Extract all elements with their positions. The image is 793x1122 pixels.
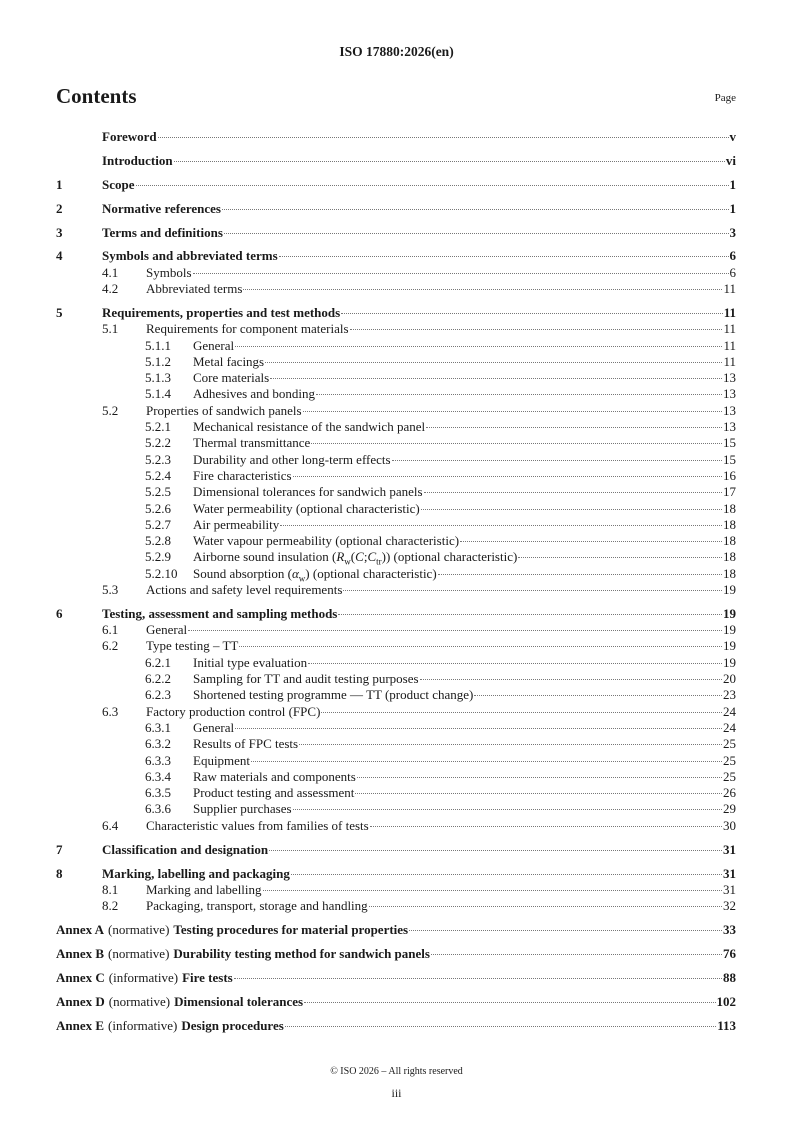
page-number: iii bbox=[391, 1086, 402, 1100]
toc-entry-title: Durability and other long-term effects bbox=[193, 451, 391, 467]
toc-entry-title: Characteristic values from families of tests bbox=[146, 817, 369, 833]
toc-entry-title: Marking, labelling and packaging bbox=[102, 865, 290, 881]
dot-leader bbox=[279, 256, 729, 257]
toc-entry-page: 18 bbox=[723, 549, 736, 565]
toc-entry-page: vi bbox=[725, 152, 736, 168]
dot-leader bbox=[321, 712, 722, 713]
dot-leader bbox=[304, 1002, 715, 1003]
toc-entry[interactable] bbox=[56, 403, 736, 419]
dot-leader bbox=[474, 695, 722, 696]
toc-entry-title: Durability testing method for sandwich panels bbox=[173, 945, 430, 961]
toc-entry[interactable] bbox=[56, 655, 736, 671]
dot-leader bbox=[235, 728, 722, 729]
dot-leader bbox=[193, 273, 729, 274]
dot-leader bbox=[239, 646, 722, 647]
toc-entry-page: 11 bbox=[723, 337, 736, 353]
toc-entry-page: 6 bbox=[729, 248, 736, 264]
toc-entry[interactable] bbox=[56, 533, 736, 549]
dot-leader bbox=[269, 850, 722, 851]
dot-leader bbox=[343, 590, 722, 591]
toc-entry-title: Supplier purchases bbox=[193, 801, 292, 817]
toc-entry-number: 5.1.3 bbox=[145, 370, 171, 386]
toc-entry-title: Requirements for component materials bbox=[146, 321, 349, 337]
toc-entry-page: 19 bbox=[723, 622, 736, 638]
toc-entry-number: 5.1.1 bbox=[145, 337, 171, 353]
toc-entry-number: 4.2 bbox=[102, 281, 119, 297]
toc-entry-title: Type testing – TT bbox=[146, 638, 239, 654]
toc-entry-title: General bbox=[146, 622, 188, 638]
toc-entry-page: 113 bbox=[717, 1017, 736, 1033]
toc-entry[interactable] bbox=[56, 842, 736, 858]
toc-entry-title: Metal facings bbox=[193, 353, 265, 369]
toc-entry[interactable] bbox=[56, 201, 736, 217]
toc-entry-number: 5 bbox=[56, 304, 63, 320]
toc-entry-title: Classification and designation bbox=[102, 841, 269, 857]
dot-leader bbox=[311, 443, 722, 444]
toc-entry-title: Shortened testing programme — TT (product change) bbox=[193, 687, 474, 703]
annex-type: (normative) bbox=[108, 945, 170, 961]
toc-entry-page: 17 bbox=[723, 484, 736, 500]
toc-entry-number: 8 bbox=[56, 865, 63, 881]
toc-entry-page: 20 bbox=[723, 671, 736, 687]
toc-entry-page: 11 bbox=[723, 321, 736, 337]
toc-entry[interactable] bbox=[56, 153, 736, 169]
toc-entry[interactable] bbox=[56, 321, 736, 337]
toc-entry-number: 5.2.3 bbox=[145, 451, 171, 467]
toc-entry-title: Abbreviated terms bbox=[146, 281, 243, 297]
dot-leader bbox=[316, 394, 722, 395]
dot-leader bbox=[424, 492, 722, 493]
toc-entry-number: 6.3.3 bbox=[145, 752, 171, 768]
toc-entry[interactable] bbox=[56, 801, 736, 817]
toc-entry[interactable] bbox=[56, 517, 736, 533]
dot-leader bbox=[224, 233, 729, 234]
toc-entry[interactable] bbox=[56, 704, 736, 720]
toc-entry-page: 33 bbox=[723, 922, 736, 937]
dot-leader bbox=[280, 525, 722, 526]
toc-entry-page: 13 bbox=[723, 386, 736, 402]
toc-entry-page: 13 bbox=[723, 402, 736, 418]
toc-entry-page: 25 bbox=[723, 768, 736, 784]
toc-entry[interactable] bbox=[56, 818, 736, 834]
toc-entry-page: 13 bbox=[723, 370, 736, 386]
annex-label: Annex E bbox=[56, 1017, 105, 1033]
toc-entry[interactable] bbox=[56, 866, 736, 882]
toc-entry-title: Air permeability bbox=[193, 516, 280, 532]
toc-entry[interactable] bbox=[56, 419, 736, 435]
dot-leader bbox=[355, 793, 722, 794]
toc-entry-title: Symbols and abbreviated terms bbox=[102, 248, 278, 264]
toc-entry[interactable] bbox=[56, 468, 736, 484]
toc-entry-page: 102 bbox=[716, 993, 736, 1009]
toc-entry[interactable] bbox=[56, 582, 736, 598]
toc-entry-page: 24 bbox=[723, 719, 736, 735]
toc-entry[interactable] bbox=[56, 354, 736, 370]
toc-entry[interactable] bbox=[56, 769, 736, 785]
toc-entry-number: 6.3.6 bbox=[145, 801, 171, 817]
toc-entry[interactable] bbox=[56, 338, 736, 354]
toc-entry-title: Actions and safety level requirements bbox=[146, 581, 343, 597]
toc-entry[interactable] bbox=[56, 501, 736, 517]
dot-leader bbox=[421, 509, 722, 510]
dot-leader bbox=[338, 614, 722, 615]
toc-entry-number: 5.2.5 bbox=[145, 484, 171, 500]
copyright-notice: © ISO 2026 – All rights reserved bbox=[330, 1066, 463, 1077]
toc-entry[interactable] bbox=[56, 922, 736, 938]
toc-entry-title: Product testing and assessment bbox=[193, 785, 355, 801]
toc-entry-title: Factory production control (FPC) bbox=[146, 703, 321, 719]
toc-entry[interactable] bbox=[56, 638, 736, 654]
toc-entry-page: 26 bbox=[723, 785, 736, 801]
toc-entry-page: 23 bbox=[723, 687, 736, 703]
toc-entry-number: 3 bbox=[56, 224, 63, 240]
toc-entry-title: Adhesives and bonding bbox=[193, 386, 316, 402]
toc-entry-title: Dimensional tolerances bbox=[174, 993, 304, 1009]
annex-label: Annex A bbox=[56, 922, 105, 937]
toc-entry-number: 5.2.7 bbox=[145, 516, 171, 532]
annex-type: (normative) bbox=[108, 922, 170, 937]
toc-entry-number: 6.3.5 bbox=[145, 785, 171, 801]
toc-entry-page: 19 bbox=[723, 605, 736, 621]
toc-entry-title: Fire tests bbox=[182, 969, 233, 985]
toc-entry[interactable] bbox=[56, 305, 736, 321]
toc-entry-number: 6.2.1 bbox=[145, 654, 171, 670]
toc-entry-page: 32 bbox=[723, 898, 736, 914]
dot-leader bbox=[136, 185, 729, 186]
toc-entry-title: General bbox=[193, 719, 235, 735]
toc-entry-title: Terms and definitions bbox=[102, 224, 223, 240]
toc-entry[interactable] bbox=[56, 452, 736, 468]
toc-entry-title: Equipment bbox=[193, 752, 251, 768]
toc-entry-title: Mechanical resistance of the sandwich panel bbox=[193, 419, 426, 435]
dot-leader bbox=[409, 930, 722, 931]
dot-leader bbox=[431, 954, 722, 955]
dot-leader bbox=[158, 137, 729, 138]
toc-entry-page: 18 bbox=[723, 533, 736, 549]
dot-leader bbox=[426, 427, 722, 428]
toc-entry-number: 6.1 bbox=[102, 622, 119, 638]
toc-entry-title: Water permeability (optional characteristic) bbox=[193, 500, 420, 516]
toc-entry-number: 5.2.2 bbox=[145, 435, 171, 451]
dot-leader bbox=[251, 761, 722, 762]
dot-leader bbox=[308, 663, 722, 664]
dot-leader bbox=[293, 476, 722, 477]
dot-leader bbox=[293, 809, 722, 810]
toc-entry-title: Raw materials and components bbox=[193, 768, 356, 784]
toc-entry-page: 6 bbox=[729, 264, 736, 280]
toc-entry-number: 5.2 bbox=[102, 402, 119, 418]
toc-entry-title: General bbox=[193, 337, 235, 353]
toc-entry[interactable] bbox=[56, 549, 736, 565]
dot-leader bbox=[243, 289, 722, 290]
toc-entry[interactable] bbox=[56, 484, 736, 500]
toc-entry-number: 6.3 bbox=[102, 703, 119, 719]
dot-leader bbox=[188, 630, 722, 631]
page-title: Contents bbox=[56, 84, 137, 108]
toc-entry[interactable] bbox=[56, 720, 736, 736]
toc-entry[interactable] bbox=[56, 566, 736, 582]
dot-leader bbox=[350, 329, 723, 330]
toc-entry-page: 1 bbox=[729, 176, 736, 192]
dot-leader bbox=[518, 557, 722, 558]
toc-entry-number: 5.2.4 bbox=[145, 467, 171, 483]
annex-label: Annex B bbox=[56, 945, 105, 961]
dot-leader bbox=[357, 777, 722, 778]
dot-leader bbox=[370, 826, 722, 827]
toc-entry[interactable] bbox=[56, 248, 736, 264]
toc-entry-number: 8.1 bbox=[102, 881, 119, 897]
toc-entry-title: Core materials bbox=[193, 370, 270, 386]
dot-leader bbox=[174, 161, 725, 162]
document-header: ISO 17880:2026(en) bbox=[339, 44, 454, 59]
toc-entry[interactable] bbox=[56, 225, 736, 241]
toc-entry-page: 88 bbox=[723, 969, 736, 985]
toc-entry-title: Scope bbox=[102, 176, 135, 192]
toc-entry[interactable] bbox=[56, 265, 736, 281]
toc-entry[interactable] bbox=[56, 970, 736, 986]
annex-label: Annex D bbox=[56, 993, 105, 1009]
toc-entry-number: 5.3 bbox=[102, 581, 119, 597]
dot-leader bbox=[392, 460, 722, 461]
dot-leader bbox=[222, 209, 729, 210]
toc-entry-title: Water vapour permeability (optional characteristic) bbox=[193, 533, 460, 549]
toc-entry-number: 6.2.2 bbox=[145, 671, 171, 687]
dot-leader bbox=[291, 874, 722, 875]
toc-entry-number: 6.2 bbox=[102, 638, 119, 654]
toc-entry-title: Fire characteristics bbox=[193, 467, 292, 483]
toc-entry[interactable] bbox=[56, 1018, 736, 1034]
toc-entry-title: Properties of sandwich panels bbox=[146, 402, 302, 418]
annex-type: (informative) bbox=[108, 969, 179, 985]
toc-entry-page: 31 bbox=[723, 881, 736, 897]
toc-entry-number: 6.3.1 bbox=[145, 719, 171, 735]
annex-type: (informative) bbox=[108, 1017, 178, 1033]
toc-entry-page: 15 bbox=[723, 451, 736, 467]
toc-entry-page: 11 bbox=[723, 281, 736, 297]
toc-entry[interactable] bbox=[56, 606, 736, 622]
toc-entry-page: 19 bbox=[723, 654, 736, 670]
toc-entry[interactable] bbox=[56, 882, 736, 898]
toc-entry[interactable] bbox=[56, 671, 736, 687]
toc-entry[interactable] bbox=[56, 946, 736, 962]
toc-entry-title: Initial type evaluation bbox=[193, 654, 308, 670]
dot-leader bbox=[460, 541, 722, 542]
toc-entry-number: 5.2.6 bbox=[145, 500, 171, 516]
toc-entry-page: 15 bbox=[723, 435, 736, 451]
toc-entry-title: Packaging, transport, storage and handling bbox=[146, 898, 368, 914]
toc-entry-page: 31 bbox=[723, 841, 736, 857]
table-of-contents bbox=[56, 129, 736, 1034]
dot-leader bbox=[420, 679, 722, 680]
toc-entry-title: Symbols bbox=[146, 264, 192, 280]
toc-entry-number: 5.2.10 bbox=[145, 565, 178, 581]
toc-entry-title: Sound absorption $(\alpha_w)$ (optional characteristic) bbox=[193, 565, 437, 584]
toc-entry[interactable] bbox=[56, 177, 736, 193]
toc-entry-title: Design procedures bbox=[181, 1017, 284, 1033]
toc-entry[interactable] bbox=[56, 785, 736, 801]
dot-leader bbox=[438, 574, 722, 575]
toc-entry-number: 5.1.4 bbox=[145, 386, 171, 402]
toc-entry-page: 11 bbox=[723, 353, 736, 369]
toc-entry-number: 6.4 bbox=[102, 817, 119, 833]
dot-leader bbox=[369, 906, 722, 907]
toc-entry-title: Sampling for TT and audit testing purposes bbox=[193, 671, 419, 687]
toc-entry-page: 11 bbox=[723, 304, 736, 320]
toc-entry-title: Dimensional tolerances for sandwich panels bbox=[193, 484, 423, 500]
dot-leader bbox=[299, 744, 722, 745]
toc-entry-number: 6.3.4 bbox=[145, 768, 171, 784]
toc-entry-number: 4.1 bbox=[102, 264, 119, 280]
toc-entry-title: Introduction bbox=[102, 152, 173, 168]
toc-entry-number: 5.1.2 bbox=[145, 353, 171, 369]
toc-entry-page: 76 bbox=[723, 945, 736, 961]
toc-entry-title: Testing, assessment and sampling methods bbox=[102, 605, 338, 621]
toc-entry[interactable] bbox=[56, 435, 736, 451]
toc-entry-title: Thermal transmittance bbox=[193, 435, 311, 451]
toc-entry-page: 16 bbox=[723, 467, 736, 483]
toc-entry-title: Normative references bbox=[102, 200, 221, 216]
toc-entry-number: 8.2 bbox=[102, 898, 119, 914]
toc-entry-number: 6.2.3 bbox=[145, 687, 171, 703]
toc-entry-title: Marking and labelling bbox=[146, 881, 262, 897]
toc-entry-number: 5.2.1 bbox=[145, 419, 171, 435]
toc-entry-page: 29 bbox=[723, 801, 736, 817]
toc-entry-number: 6 bbox=[56, 605, 63, 621]
toc-entry-number: 2 bbox=[56, 200, 63, 216]
toc-entry[interactable] bbox=[56, 129, 736, 145]
dot-leader bbox=[234, 978, 722, 979]
toc-entry[interactable] bbox=[56, 753, 736, 769]
dot-leader bbox=[235, 346, 722, 347]
toc-entry[interactable] bbox=[56, 898, 736, 914]
toc-entry[interactable] bbox=[56, 281, 736, 297]
toc-entry-number: 6.3.2 bbox=[145, 736, 171, 752]
toc-entry[interactable] bbox=[56, 736, 736, 752]
toc-entry-title: Airborne sound insulation $(R_w(C;C_{tr}))$ (optional characteristic) bbox=[193, 549, 518, 567]
toc-entry-page: 19 bbox=[723, 638, 736, 654]
toc-entry[interactable] bbox=[56, 386, 736, 402]
toc-entry-page: 1 bbox=[729, 200, 736, 216]
toc-entry-page: 19 bbox=[723, 581, 736, 597]
toc-entry-number: 5.1 bbox=[102, 321, 119, 337]
toc-entry-page: 3 bbox=[729, 224, 736, 240]
toc-entry-number: 1 bbox=[56, 176, 63, 192]
dot-leader bbox=[270, 378, 722, 379]
toc-entry-page: 31 bbox=[723, 865, 736, 881]
toc-entry-page: 25 bbox=[723, 752, 736, 768]
toc-entry-page: 13 bbox=[723, 419, 736, 435]
toc-entry-number: 5.2.9 bbox=[145, 549, 171, 565]
annex-type: (normative) bbox=[108, 993, 171, 1009]
dot-leader bbox=[263, 890, 722, 891]
dot-leader bbox=[285, 1026, 716, 1027]
dot-leader bbox=[303, 411, 722, 412]
dot-leader bbox=[341, 313, 723, 314]
toc-entry-page: 18 bbox=[723, 500, 736, 516]
toc-entry-number: 5.2.8 bbox=[145, 533, 171, 549]
toc-entry-title: Testing procedures for material properties bbox=[173, 922, 409, 937]
page-column-label: Page bbox=[714, 92, 736, 104]
toc-entry[interactable] bbox=[56, 370, 736, 386]
toc-entry-number: 7 bbox=[56, 841, 63, 857]
toc-entry-title: Foreword bbox=[102, 129, 157, 144]
toc-entry[interactable] bbox=[56, 994, 736, 1010]
toc-entry-title: Requirements, properties and test methods bbox=[102, 304, 341, 320]
toc-entry-title: Results of FPC tests bbox=[193, 736, 299, 752]
toc-entry[interactable] bbox=[56, 622, 736, 638]
toc-entry-page: v bbox=[729, 129, 736, 144]
toc-entry[interactable] bbox=[56, 687, 736, 703]
dot-leader bbox=[265, 362, 722, 363]
annex-label: Annex C bbox=[56, 969, 105, 985]
toc-entry-page: 18 bbox=[723, 516, 736, 532]
toc-entry-page: 24 bbox=[723, 703, 736, 719]
toc-entry-page: 25 bbox=[723, 736, 736, 752]
toc-entry-page: 30 bbox=[723, 817, 736, 833]
toc-entry-number: 4 bbox=[56, 248, 63, 264]
toc-entry-page: 18 bbox=[723, 565, 736, 581]
